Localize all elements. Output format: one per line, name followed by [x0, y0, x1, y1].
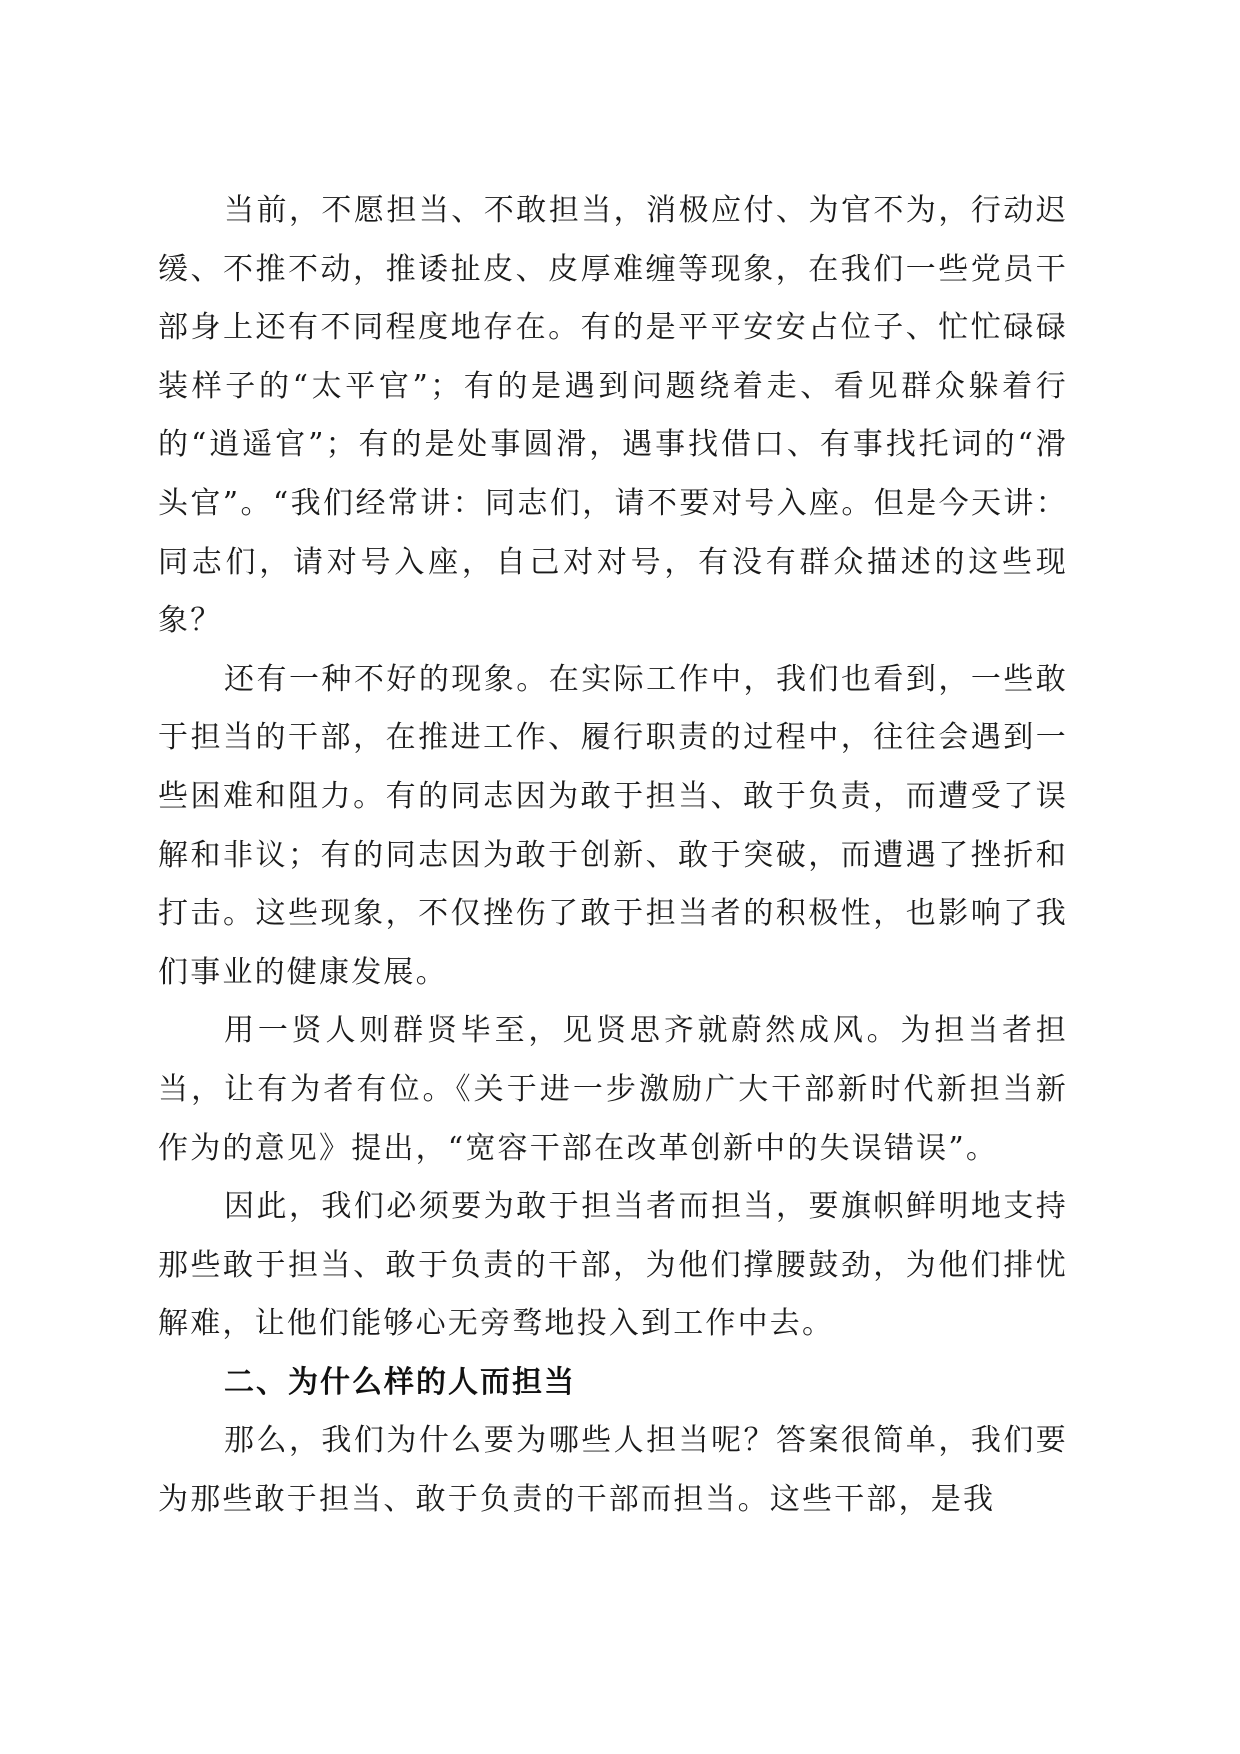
paragraph-closing: 那么，我们为什么要为哪些人担当呢？答案很简单，我们要为那些敢于担当、敢于负责的干部而担当。这些干部，是我: [158, 1423, 1068, 1518]
paragraph-current-phenomena: 当前，不愿担当、不敢担当，消极应付、为官不为，行动迟缓、不推不动，推诿扯皮、皮厚难缠等现象，在我们一些党员干部身上还有不同程度地存在。有的是平平安安占位子、忙忙碌碌装样子的“太平官”；有的是遇到问题绕着走、看见群众躲着行的“逍遥官”；有的是处事圆滑，遇事找借口、有事找托词的“滑头官”。“我们经常讲：同志们，请不要对号入座。但是今天讲：同志们，请对号入座，自己对对号，有没有群众描述的这些现象？: [158, 193, 1068, 639]
section-heading: 二、为什么样的人而担当: [224, 1364, 576, 1400]
paragraph-therefore: 因此，我们必须要为敢于担当者而担当，要旗帜鲜明地支持那些敢于担当、敢于负责的干部，为他们撑腰鼓劲，为他们排忧解难，让他们能够心无旁骛地投入到工作中去。: [158, 1189, 1068, 1342]
paragraph-use-talent: 用一贤人则群贤毕至，见贤思齐就蔚然成风。为担当者担当，让有为者有位。《关于进一步激励广大干部新时代新担当新作为的意见》提出，“宽容干部在改革创新中的失误错误”。: [158, 1013, 1068, 1166]
document-body: [158, 182, 1068, 1530]
paragraph-bad-phenomenon: 还有一种不好的现象。在实际工作中，我们也看到，一些敢于担当的干部，在推进工作、履行职责的过程中，往往会遇到一些困难和阻力。有的同志因为敢于担当、敢于负责，而遭受了误解和非议；有的同志因为敢于创新、敢于突破，而遭遇了挫折和打击。这些现象，不仅挫伤了敢于担当者的积极性，也影响了我们事业的健康发展。: [158, 661, 1068, 990]
